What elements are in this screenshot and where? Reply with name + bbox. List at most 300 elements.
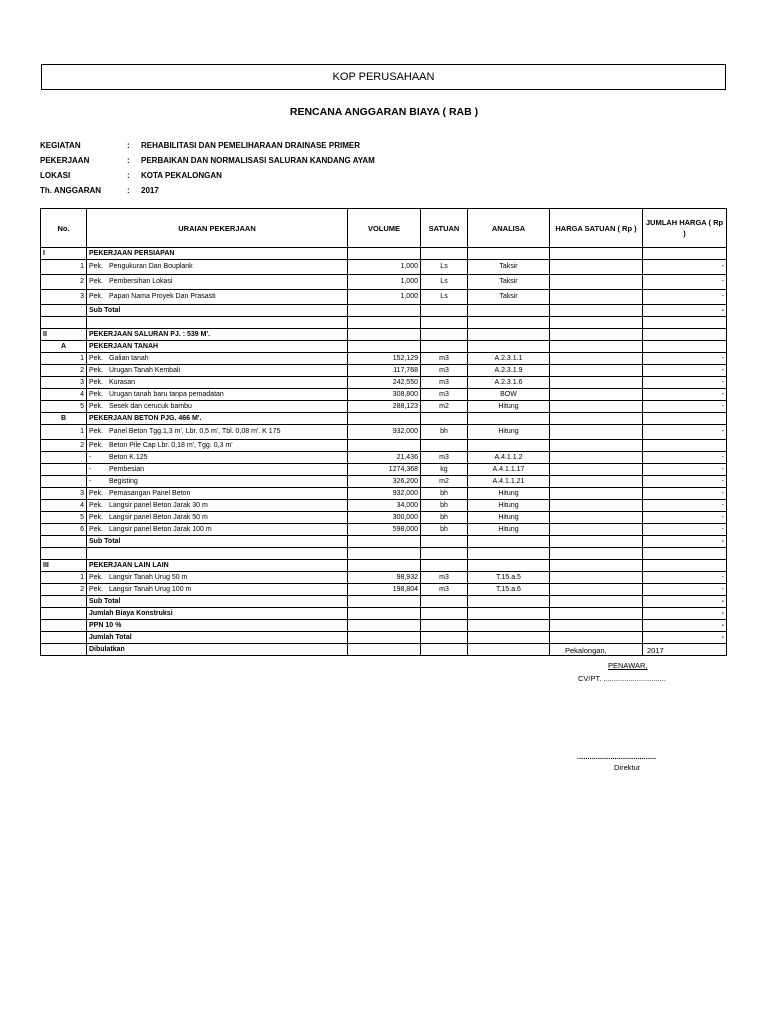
cell-satuan xyxy=(421,413,468,425)
cell-satuan: m3 xyxy=(421,365,468,377)
cell-jumlah: - xyxy=(643,377,727,389)
cell-uraian xyxy=(87,353,348,365)
cell-satuan: kg xyxy=(421,464,468,476)
cell-section-title: PEKERJAAN LAIN LAIN xyxy=(87,560,348,572)
cell-pek: Pek. xyxy=(89,428,104,435)
cell-harga xyxy=(550,389,643,401)
cell-volume xyxy=(348,632,421,644)
cell-harga xyxy=(550,488,643,500)
info-value: 2017 xyxy=(141,186,159,195)
cell-satuan: m2 xyxy=(421,476,468,488)
cell-harga xyxy=(550,512,643,524)
cell-pek: Pek. xyxy=(89,501,104,509)
cell-uraian xyxy=(87,317,348,329)
cell-analisa: Hitung xyxy=(468,488,550,500)
cell-satuan xyxy=(421,329,468,341)
table-row xyxy=(41,260,727,275)
cell-no: III xyxy=(41,560,87,572)
cell-harga xyxy=(550,560,643,572)
table-row xyxy=(41,572,727,584)
cell-no xyxy=(41,620,87,632)
cell-pek: Pek. xyxy=(89,525,104,533)
header-jumlah-harga: JUMLAH HARGA ( Rp ) xyxy=(643,209,727,248)
cell-jumlah xyxy=(643,248,727,260)
table-row xyxy=(41,440,727,452)
cell-harga xyxy=(550,353,643,365)
cell-analisa: A.4.1.1.17 xyxy=(468,464,550,476)
cell-analisa xyxy=(468,596,550,608)
table-row xyxy=(41,452,727,464)
cell-uraian-text: Galian tanah xyxy=(109,354,149,362)
cell-harga xyxy=(550,317,643,329)
cell-uraian-text: Pembesian xyxy=(109,465,145,473)
cell-uraian xyxy=(87,425,348,440)
cell-no xyxy=(41,317,87,329)
cell-satuan xyxy=(421,596,468,608)
cell-pek: Pek. xyxy=(89,293,104,300)
info-colon: : xyxy=(127,171,130,180)
cell-volume: 198,804 xyxy=(348,584,421,596)
cell-volume xyxy=(348,620,421,632)
cell-jumlah xyxy=(643,440,727,452)
cell-satuan: m3 xyxy=(421,353,468,365)
cell-analisa: BOW xyxy=(468,389,550,401)
cell-no xyxy=(41,608,87,620)
table-row xyxy=(41,608,727,620)
cell-volume xyxy=(348,305,421,317)
cell-analisa: A.2.3.1.6 xyxy=(468,377,550,389)
cell-jumlah: - xyxy=(643,365,727,377)
cell-analisa: T.15.a.5 xyxy=(468,572,550,584)
info-row xyxy=(40,138,375,153)
cell-analisa xyxy=(468,305,550,317)
cell-pek: - xyxy=(89,477,92,485)
table-row xyxy=(41,596,727,608)
cell-satuan xyxy=(421,305,468,317)
signature-year: 2017 xyxy=(647,646,664,655)
cell-no xyxy=(41,644,87,656)
cell-harga xyxy=(550,536,643,548)
cell-no: 3 xyxy=(41,488,87,500)
cell-satuan: Ls xyxy=(421,260,468,275)
cell-analisa xyxy=(468,329,550,341)
cell-no: A xyxy=(41,341,87,353)
cell-uraian-text: Beton K.125 xyxy=(109,453,148,461)
cell-harga xyxy=(550,425,643,440)
cell-satuan xyxy=(421,440,468,452)
cell-volume: 98,932 xyxy=(348,572,421,584)
cell-no: I xyxy=(41,248,87,260)
cell-analisa: A.2.3.1.9 xyxy=(468,365,550,377)
cell-analisa xyxy=(468,620,550,632)
cell-volume: 308,800 xyxy=(348,389,421,401)
cell-satuan xyxy=(421,317,468,329)
cell-satuan: m3 xyxy=(421,389,468,401)
table-row xyxy=(41,632,727,644)
cell-analisa xyxy=(468,608,550,620)
cell-section-title: PEKERJAAN BETON PJG. 466 M'. xyxy=(87,413,348,425)
cell-no: 4 xyxy=(41,500,87,512)
cell-volume: 288,123 xyxy=(348,401,421,413)
table-row xyxy=(41,389,727,401)
cell-jumlah: - xyxy=(643,290,727,305)
signature-role: Direktur xyxy=(614,763,641,772)
cell-harga xyxy=(550,401,643,413)
cell-uraian-text: Langsir Tanah Urug 50 m xyxy=(109,573,188,581)
cell-subtotal-label: Dibulatkan xyxy=(87,644,348,656)
cell-uraian xyxy=(87,275,348,290)
project-info xyxy=(40,138,375,198)
table-row xyxy=(41,353,727,365)
cell-pek: Pek. xyxy=(89,573,104,581)
cell-harga xyxy=(550,341,643,353)
header-analisa: ANALISA xyxy=(468,209,550,248)
cell-uraian xyxy=(87,584,348,596)
cell-no xyxy=(41,632,87,644)
cell-analisa: T.15.a.6 xyxy=(468,584,550,596)
cell-satuan: bh xyxy=(421,425,468,440)
cell-pek: Pek. xyxy=(89,513,104,521)
cell-uraian-text: Kurasan xyxy=(109,378,136,386)
cell-satuan: Ls xyxy=(421,290,468,305)
cell-volume xyxy=(348,548,421,560)
cell-no xyxy=(41,452,87,464)
cell-analisa xyxy=(468,548,550,560)
cell-volume: 1274,368 xyxy=(348,464,421,476)
cell-uraian-text: Pengukuran Dan Bouplank xyxy=(109,263,193,270)
cell-uraian xyxy=(87,500,348,512)
table-row xyxy=(41,584,727,596)
cell-no: 1 xyxy=(41,260,87,275)
cell-jumlah: - xyxy=(643,512,727,524)
cell-satuan xyxy=(421,620,468,632)
cell-volume: 21,436 xyxy=(348,452,421,464)
cell-uraian-text: Langsir Tanah Urug 100 m xyxy=(109,585,192,593)
cell-no: 5 xyxy=(41,401,87,413)
cell-analisa: A.4.1.1.21 xyxy=(468,476,550,488)
cell-harga xyxy=(550,440,643,452)
cell-harga xyxy=(550,413,643,425)
cell-no xyxy=(41,476,87,488)
table-header xyxy=(41,209,727,248)
cell-uraian xyxy=(87,488,348,500)
cell-jumlah: - xyxy=(643,401,727,413)
cell-uraian xyxy=(87,452,348,464)
info-row xyxy=(40,153,375,168)
cell-uraian-text: Sesek dan cerucuk bambu xyxy=(109,402,192,410)
header-volume: VOLUME xyxy=(348,209,421,248)
cell-analisa: Hitung xyxy=(468,524,550,536)
cell-uraian xyxy=(87,260,348,275)
cell-pek: Pek. xyxy=(89,441,104,449)
cell-analisa xyxy=(468,644,550,656)
cell-uraian xyxy=(87,440,348,452)
cell-jumlah: - xyxy=(643,524,727,536)
cell-satuan: bh xyxy=(421,488,468,500)
cell-subtotal-label: Jumlah Biaya Konstruksi xyxy=(87,608,348,620)
cell-pek: Pek. xyxy=(89,354,104,362)
cell-volume: 152,129 xyxy=(348,353,421,365)
cell-harga xyxy=(550,572,643,584)
cell-uraian-text: Urugan tanah baru tanpa pemadatan xyxy=(109,390,224,398)
header-satuan: SATUAN xyxy=(421,209,468,248)
cell-jumlah xyxy=(643,413,727,425)
cell-harga xyxy=(550,608,643,620)
cell-analisa xyxy=(468,440,550,452)
cell-satuan xyxy=(421,341,468,353)
cell-harga xyxy=(550,248,643,260)
cell-volume: 300,000 xyxy=(348,512,421,524)
cell-harga xyxy=(550,365,643,377)
cell-harga xyxy=(550,524,643,536)
cell-harga xyxy=(550,452,643,464)
table-row xyxy=(41,377,727,389)
cell-satuan: bh xyxy=(421,500,468,512)
table-row xyxy=(41,275,727,290)
table-row xyxy=(41,413,727,425)
cell-uraian-text: Langsir panel Beton Jarak 30 m xyxy=(109,501,208,509)
cell-no: 1 xyxy=(41,425,87,440)
cell-volume: 1,000 xyxy=(348,260,421,275)
cell-uraian-text: Beton Pile Cap Lbr. 0,18 m', Tgg. 0,3 m' xyxy=(109,441,233,449)
cell-jumlah xyxy=(643,317,727,329)
cell-pek: Pek. xyxy=(89,366,104,374)
cell-satuan: bh xyxy=(421,524,468,536)
cell-analisa: Hitung xyxy=(468,500,550,512)
cell-no xyxy=(41,464,87,476)
table-row xyxy=(41,524,727,536)
cell-jumlah: - xyxy=(643,620,727,632)
cell-satuan: bh xyxy=(421,512,468,524)
cell-harga xyxy=(550,620,643,632)
rab-table xyxy=(40,208,727,656)
cell-satuan: Ls xyxy=(421,275,468,290)
cell-analisa: A.4.1.1.2 xyxy=(468,452,550,464)
cell-analisa xyxy=(468,413,550,425)
cell-subtotal-label: Sub Total xyxy=(87,596,348,608)
signature-company: CV/PT. .............................. xyxy=(578,674,666,683)
cell-jumlah: - xyxy=(643,500,727,512)
cell-uraian xyxy=(87,464,348,476)
cell-volume: 117,768 xyxy=(348,365,421,377)
cell-no: 5 xyxy=(41,512,87,524)
cell-volume xyxy=(348,413,421,425)
cell-no: 1 xyxy=(41,353,87,365)
cell-jumlah: - xyxy=(643,572,727,584)
cell-volume xyxy=(348,608,421,620)
document-title: RENCANA ANGGARAN BIAYA ( RAB ) xyxy=(289,106,479,118)
cell-harga xyxy=(550,476,643,488)
cell-no: 3 xyxy=(41,290,87,305)
cell-harga xyxy=(550,500,643,512)
cell-jumlah: - xyxy=(643,596,727,608)
cell-uraian-text: Langsir panel Beton Jarak 50 m xyxy=(109,513,208,521)
info-key: LOKASI xyxy=(40,171,71,180)
cell-uraian xyxy=(87,389,348,401)
cell-satuan xyxy=(421,248,468,260)
table-row xyxy=(41,425,727,440)
cell-volume: 932,000 xyxy=(348,425,421,440)
table-row xyxy=(41,329,727,341)
header-uraian: URAIAN PEKERJAAN xyxy=(87,209,348,248)
cell-analisa xyxy=(468,560,550,572)
cell-satuan: m3 xyxy=(421,584,468,596)
table-row xyxy=(41,365,727,377)
table-row xyxy=(41,305,727,317)
cell-section-title: PEKERJAAN SALURAN PJ. : 539 M'. xyxy=(87,329,348,341)
info-key: PEKERJAAN xyxy=(40,156,90,165)
cell-harga xyxy=(550,305,643,317)
cell-uraian xyxy=(87,290,348,305)
cell-satuan: m2 xyxy=(421,401,468,413)
cell-analisa xyxy=(468,536,550,548)
cell-volume xyxy=(348,560,421,572)
cell-volume xyxy=(348,317,421,329)
cell-pek: Pek. xyxy=(89,378,104,386)
cell-jumlah: - xyxy=(643,632,727,644)
cell-no: 2 xyxy=(41,365,87,377)
cell-satuan xyxy=(421,536,468,548)
cell-no xyxy=(41,536,87,548)
cell-jumlah: - xyxy=(643,476,727,488)
signature-place: Pekalongan, xyxy=(565,646,607,655)
cell-jumlah: - xyxy=(643,488,727,500)
cell-uraian xyxy=(87,524,348,536)
cell-volume xyxy=(348,596,421,608)
cell-no: 3 xyxy=(41,377,87,389)
cell-volume xyxy=(348,248,421,260)
cell-satuan xyxy=(421,608,468,620)
cell-volume: 326,200 xyxy=(348,476,421,488)
cell-jumlah: - xyxy=(643,584,727,596)
cell-volume xyxy=(348,644,421,656)
cell-uraian xyxy=(87,548,348,560)
table-row xyxy=(41,500,727,512)
table-row xyxy=(41,248,727,260)
cell-no: II xyxy=(41,329,87,341)
info-key: KEGIATAN xyxy=(40,141,81,150)
cell-volume: 242,550 xyxy=(348,377,421,389)
info-value: KOTA PEKALONGAN xyxy=(141,171,222,180)
info-value: PERBAIKAN DAN NORMALISASI SALURAN KANDANG AYAM xyxy=(141,156,375,165)
cell-jumlah: - xyxy=(643,536,727,548)
cell-jumlah: - xyxy=(643,452,727,464)
cell-uraian-text: Langsir panel Beton Jarak 100 m xyxy=(109,525,212,533)
cell-no xyxy=(41,305,87,317)
cell-analisa xyxy=(468,248,550,260)
cell-no: B xyxy=(41,413,87,425)
cell-uraian-text: Pembersihan Lokasi xyxy=(109,278,173,285)
cell-uraian xyxy=(87,572,348,584)
cell-uraian-text: Urugan Tanah Kembali xyxy=(109,366,181,374)
cell-harga xyxy=(550,290,643,305)
info-colon: : xyxy=(127,156,130,165)
cell-satuan xyxy=(421,548,468,560)
cell-jumlah: - xyxy=(643,260,727,275)
info-key: Th. ANGGARAN xyxy=(40,186,102,195)
cell-analisa xyxy=(468,341,550,353)
cell-analisa xyxy=(468,632,550,644)
signature-penawar: PENAWAR, xyxy=(608,661,648,670)
cell-harga xyxy=(550,596,643,608)
cell-harga xyxy=(550,464,643,476)
cell-pek: - xyxy=(89,465,92,473)
cell-analisa: Taksir xyxy=(468,260,550,275)
cell-harga xyxy=(550,260,643,275)
cell-no: 2 xyxy=(41,275,87,290)
cell-no: 2 xyxy=(41,440,87,452)
cell-pek: Pek. xyxy=(89,402,104,410)
cell-uraian xyxy=(87,512,348,524)
table-row xyxy=(41,512,727,524)
cell-subtotal-label: PPN 10 % xyxy=(87,620,348,632)
cell-volume: 1,000 xyxy=(348,290,421,305)
table-row xyxy=(41,341,727,353)
table-row xyxy=(41,488,727,500)
cell-satuan xyxy=(421,644,468,656)
cell-section-title: PEKERJAAN PERSIAPAN xyxy=(87,248,348,260)
cell-harga xyxy=(550,329,643,341)
cell-no xyxy=(41,548,87,560)
table-row xyxy=(41,464,727,476)
cell-pek: Pek. xyxy=(89,278,104,285)
cell-pek: Pek. xyxy=(89,390,104,398)
table-row xyxy=(41,317,727,329)
cell-volume xyxy=(348,440,421,452)
cell-analisa: Taksir xyxy=(468,275,550,290)
cell-jumlah: - xyxy=(643,353,727,365)
cell-subtotal-label: Jumlah Total xyxy=(87,632,348,644)
cell-uraian xyxy=(87,476,348,488)
cell-harga xyxy=(550,275,643,290)
cell-harga xyxy=(550,377,643,389)
cell-satuan: m3 xyxy=(421,452,468,464)
cell-analisa: Taksir xyxy=(468,290,550,305)
info-row xyxy=(40,183,375,198)
table-row xyxy=(41,476,727,488)
cell-uraian-text: Panel Beton Tgg.1,3 m', Lbr. 0,5 m', Tbl. 0,08 m'. K 175 xyxy=(109,428,281,435)
cell-jumlah xyxy=(643,548,727,560)
cell-jumlah xyxy=(643,560,727,572)
cell-jumlah: - xyxy=(643,608,727,620)
cell-jumlah: - xyxy=(643,389,727,401)
signature-line: ...................................... xyxy=(577,752,657,761)
cell-pek: Pek. xyxy=(89,263,104,270)
cell-satuan: m3 xyxy=(421,377,468,389)
cell-uraian xyxy=(87,365,348,377)
cell-jumlah: - xyxy=(643,464,727,476)
cell-satuan xyxy=(421,632,468,644)
cell-volume: 598,000 xyxy=(348,524,421,536)
cell-harga xyxy=(550,584,643,596)
header-harga-satuan: HARGA SATUAN ( Rp ) xyxy=(550,209,643,248)
cell-analisa: A.2.3.1.1 xyxy=(468,353,550,365)
info-colon: : xyxy=(127,141,130,150)
cell-harga xyxy=(550,632,643,644)
cell-pek: - xyxy=(89,453,92,461)
cell-no: 4 xyxy=(41,389,87,401)
cell-jumlah xyxy=(643,341,727,353)
table-row xyxy=(41,548,727,560)
cell-volume: 34,000 xyxy=(348,500,421,512)
cell-analisa: Hitung xyxy=(468,512,550,524)
info-colon: : xyxy=(127,186,130,195)
info-row xyxy=(40,168,375,183)
cell-jumlah: - xyxy=(643,425,727,440)
cell-volume xyxy=(348,536,421,548)
cell-analisa xyxy=(468,317,550,329)
cell-no: 2 xyxy=(41,584,87,596)
